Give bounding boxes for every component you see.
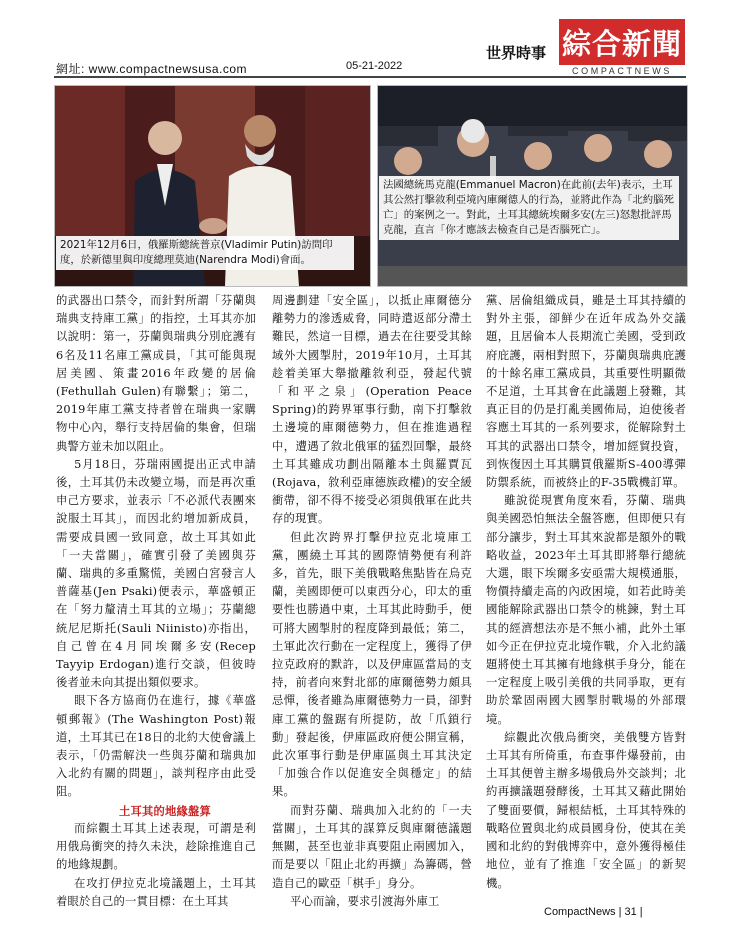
header-rule <box>54 76 686 78</box>
paragraph: 雖說從現實角度來看，芬蘭、瑞典與美國恐怕無法全盤答應，但即便只有部分讓步，對土耳其來說都是額外的戰略收益，2023年土耳其即將舉行總統大選，眼下埃爾多安亟需大規模通脹，物價持續走高的內政困境，如若此時美國能解除武器出口禁令的桃鍊，對土耳其的經濟想法亦是不無小補，此外土軍如今正在伊拉克北境作戰，介入北約議題將使土耳其擁有地緣棋手身分，能在一定程度上吸引美俄的共同爭取，更有助於鞏固兩國大國掣肘戰場的外部環境。 <box>486 494 686 726</box>
brand-subtitle: COMPACTNEWS <box>572 66 672 76</box>
paragraph: 的武器出口禁令，而針對所謂「芬蘭與瑞典支持庫工黨」的指控，土耳其亦加以說明：第一，芬蘭與瑞典分別庇護有6名及11名庫工黨成員，「其可能與現居美國、策畫2016年政變的居倫(Fethullah Gulen)有聯繫」；第二，2019年庫工黨支持者曾在瑞典一家購物中心內，舉行支持居倫的集會，但瑞典警方並未加以阻止。 <box>56 294 256 453</box>
paragraph: 眼下各方協商仍在進行，據《華盛頓郵報》(The Washington Post)報道，土耳其已在18日的北約大使會議上表示，「仍需解決一些與芬蘭和瑞典加入北約有關的問題」，談判程序由此受阻。 <box>56 694 256 799</box>
issue-date: 05-21-2022 <box>346 60 403 72</box>
section-title: 世界時事 <box>486 44 547 62</box>
paragraph: 5月18日，芬瑞兩國提出正式申請後，土耳其仍未改變立場，而是再次重申己方要求，並表示「不必派代表團來說服土耳其」，而因北約增加新成員，需要成員國一致同意，故土耳其如此「一夫當關」，確實引發了美國與芬蘭、瑞典的多重驚慌，美國白宮發言人普薩基(Jen Psaki)便表示，華盛頓正在「努力釐清土耳其的立場」；芬蘭總統尼尼斯托(Sauli Niinisto)亦指出，自己曾在4月同埃爾多安(Recep Tayyip Erdogan)進行交談，但彼時後者並未向其提出類似要求。 <box>56 457 256 690</box>
footer-brand: CompactNews <box>544 906 616 918</box>
paragraph: 周邊劃建「安全區」，以抵止庫爾德分離勢力的滲透威脅，同時遣返部分滯土難民，然這一目標，過去在往要受其餘域外大國掣肘，2019年10月，土耳其趁着美軍大舉撤離敘利亞，發起代號「和平之泉」(Operation Peace Spring)的跨界軍事行動，南下打擊敘土邊境的庫爾德勢力，但在推進過程中，遭遇了敘北俄軍的猛烈回擊，最終土耳其雖成功劃出隔離本土與羅賈瓦(Rojava，敘利亞庫德族政權)的安全緩衝帶，卻不得不接受必須與俄軍在此共存的現實。 <box>272 294 472 526</box>
paragraph: 平心而論，要求引渡海外庫工 <box>290 894 440 908</box>
paragraph: 綜觀此次俄烏衝突，美俄雙方皆對土耳其有所倚重，布查事件爆發前，由土耳其便曾主辦多場俄烏外交談判；北約再擴議題發酵後，土耳其又藉此開始了雙面要價，歸根結柢，土耳其特殊的戰略位置與北約成員國身份，使其在美國和北約的對俄博弈中，意外獲得極佳地位，並有了推進「安全區」的新契機。 <box>486 730 686 890</box>
section-subhead: 土耳其的地緣盤算 <box>119 803 212 818</box>
photo-caption-left: 2021年12月6日，俄羅斯總統普京(Vladimir Putin)訪問印度，於新德里與印度總理莫迪(Narendra Modi)會面。 <box>56 236 354 270</box>
paragraph: 而對芬蘭、瑞典加入北約的「一夫當關」，土耳其的謀算反與庫爾德議題無關，甚至也並非真要阻止兩國加入，而是要以「阻止北約再擴」為籌碼，營造自己的歐亞「棋手」身分。 <box>272 803 472 890</box>
article-column-2 <box>272 292 472 911</box>
brand-logo: 綜合新聞 <box>559 19 685 65</box>
site-url: 網址: www.compactnewsusa.com <box>56 62 248 76</box>
article-column-1 <box>56 292 256 911</box>
paragraph: 但此次跨界打擊伊拉克北境庫工黨，團繞土耳其的國際情勢便有利許多，首先，眼下美俄戰略焦點皆在烏克蘭，美國即便可以東西分心，印太的重要性也勝過中東，土耳其此時動手，便可將大國掣肘的程度降到最低；第二，土軍此次行動在一定程度上，獲得了伊拉克政府的默許，以及伊庫區當局的支持，前者向來對北部的庫爾德勢力頗具忌憚，後者雖為庫爾德勢力一員，卻對庫工黨的盤踞有所提防，故「爪鎖行動」發起後，伊庫區政府便公開宣稱，此次軍事行動是伊庫區與土耳其決定「加強合作以促進安全與穩定」的結果。 <box>272 530 472 799</box>
paragraph: 在攻打伊拉克北境議題上，土耳其着眼於自己的一貫目標：在土耳其 <box>56 876 256 908</box>
paragraph: 而綜觀土耳其上述表現，可謂是利用俄烏衝突的持久未決，趁除推進自己的地緣規劃。 <box>56 821 256 872</box>
page-footer <box>544 906 643 918</box>
paragraph: 黨、居倫組織成員，雖是土耳其持續的對外主張，卻鮮少在近年成為外交議題，且居倫本人長期流亡美國，受到政府庇護，兩相對照下，芬蘭與瑞典庇護的十餘名庫工黨成員，其重要性明顯微不足道，土耳其會在此議題上發難，其真正目的仍是打亂美國佈局，迫使後者容應土耳其的一系列要求，從解除對土耳其的武器出口禁令，增加經貿投資，到恢復因土耳其購買俄羅斯S-400導彈防禦系統，而被終止的F-35戰機訂單。 <box>486 294 686 490</box>
article-column-3 <box>486 292 686 893</box>
photo-caption-right: 法國總統馬克龍(Emmanuel Macron)在此前(去年)表示，土耳其公然打擊敘利亞境內庫爾德人的行為，並將此作為「北約腦死亡」的案例之一。對此，土耳其總統埃爾多安(左三)怒懟批評馬克龍，直言「你才應該去檢查自己是否腦死亡」。 <box>379 176 679 240</box>
page-number: | 31 | <box>618 906 643 918</box>
